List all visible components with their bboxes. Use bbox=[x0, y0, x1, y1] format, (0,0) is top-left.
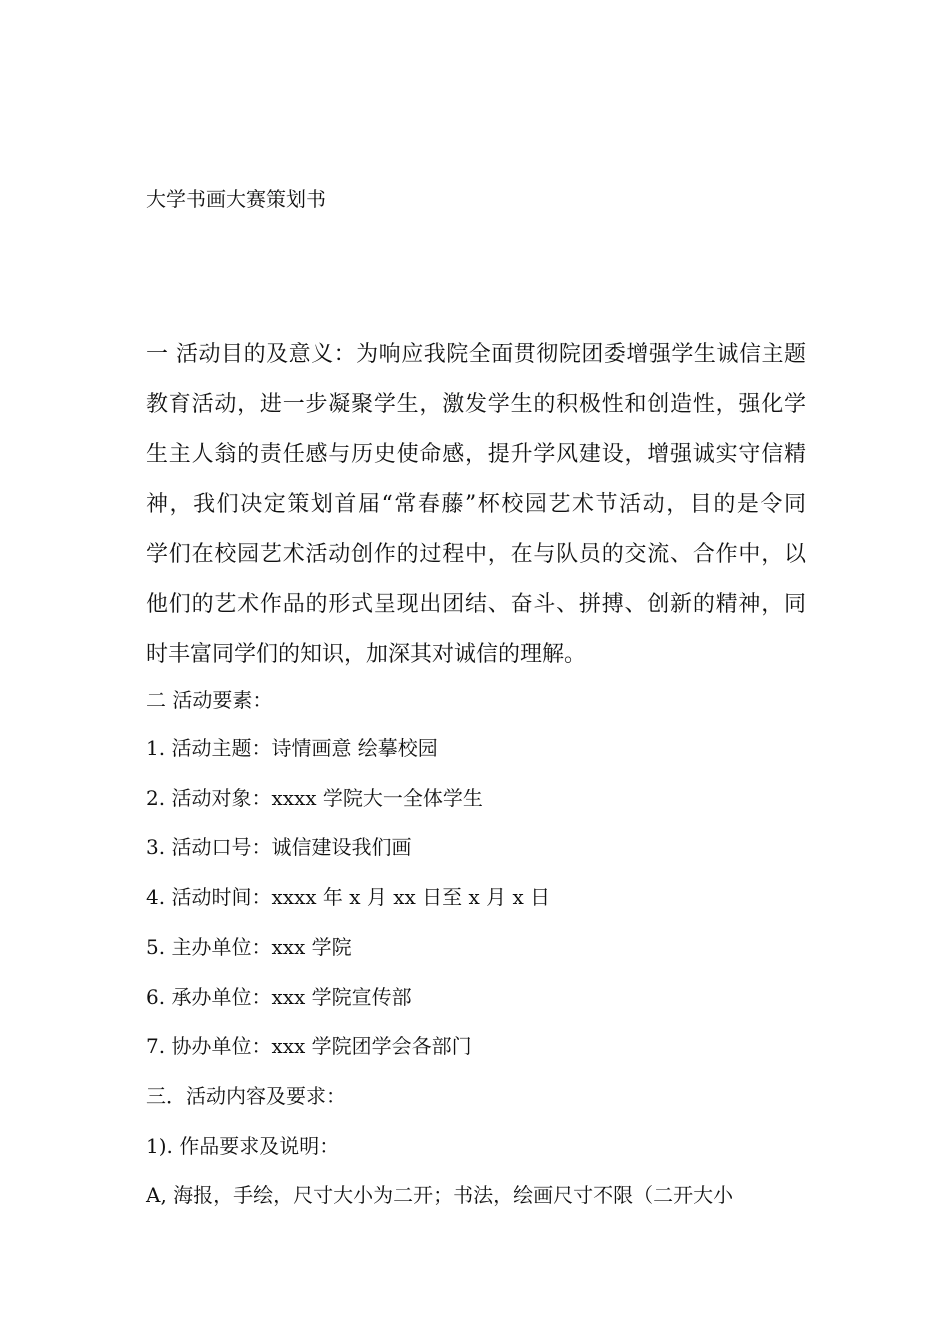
subsection-heading: 1). 作品要求及说明： bbox=[146, 1134, 340, 1158]
list-item: 1. 活动主题：诗情画意 绘摹校园 bbox=[146, 736, 438, 760]
list-item: 6. 承办单位：xxx 学院宣传部 bbox=[146, 985, 412, 1009]
list-item: 5. 主办单位：xxx 学院 bbox=[146, 935, 352, 959]
section2-heading: 二 活动要素： bbox=[146, 688, 273, 712]
paragraph-line: 神，我们决定策划首届“常春藤”杯校园艺术节活动，目的是令同 bbox=[146, 492, 806, 517]
paragraph-line: 时丰富同学们的知识，加深其对诚信的理解。 bbox=[146, 642, 587, 667]
paragraph-line: 学们在校园艺术活动创作的过程中，在与队员的交流、合作中，以 bbox=[146, 542, 806, 567]
body-line: A, 海报，手绘，尺寸大小为二开；书法，绘画尺寸不限（二开大小 bbox=[146, 1183, 734, 1207]
paragraph-line: 生主人翁的责任感与历史使命感，提升学风建设，增强诚实守信精 bbox=[146, 442, 806, 467]
section1-paragraph bbox=[146, 330, 806, 680]
list-item: 2. 活动对象：xxxx 学院大一全体学生 bbox=[146, 786, 483, 810]
document-title: 大学书画大赛策划书 bbox=[146, 187, 326, 211]
paragraph-line: 教育活动，进一步凝聚学生，激发学生的积极性和创造性，强化学 bbox=[146, 392, 806, 417]
list-item: 7. 协办单位：xxx 学院团学会各部门 bbox=[146, 1034, 472, 1058]
section3-heading: 三．活动内容及要求： bbox=[146, 1084, 346, 1108]
list-item: 3. 活动口号：诚信建设我们画 bbox=[146, 835, 412, 859]
list-item: 4. 活动时间：xxxx 年 x 月 xx 日至 x 月 x 日 bbox=[146, 885, 551, 909]
paragraph-line: 他们的艺术作品的形式呈现出团结、奋斗、拼搏、创新的精神，同 bbox=[146, 592, 806, 617]
paragraph-line: 一 活动目的及意义：为响应我院全面贯彻院团委增强学生诚信主题 bbox=[146, 342, 806, 367]
